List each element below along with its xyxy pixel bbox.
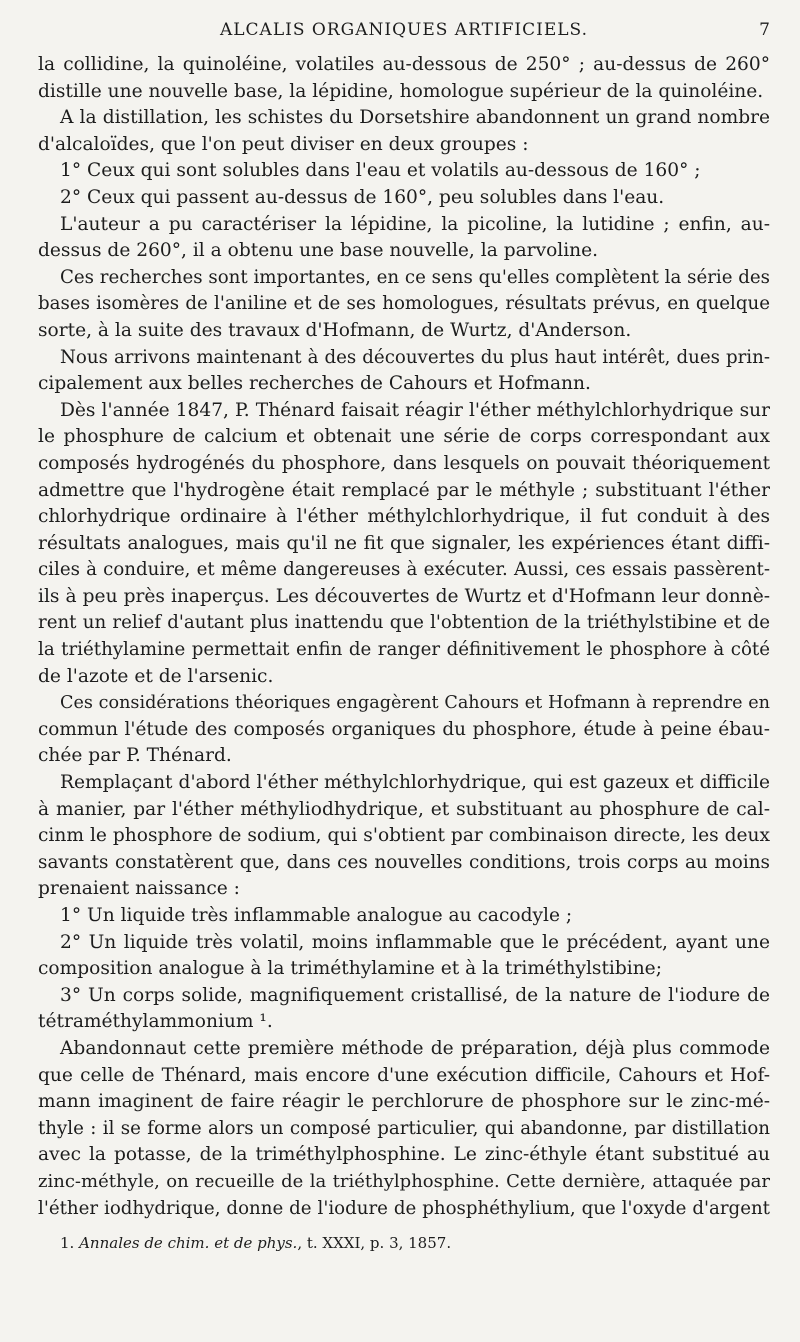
text-line: prenaient naissance : (38, 878, 240, 900)
text-line: composition analogue à la triméthylamine et à la triméthylstibine; (38, 958, 662, 980)
text-line: dessus de 260°, il a obtenu une base nouvelle, la parvoline. (38, 240, 599, 262)
page-number: 7 (759, 20, 770, 40)
running-head (38, 20, 770, 44)
text-line: à manier, par l'éther méthyliodhydrique, et substituant au phosphure de cal- (38, 798, 770, 820)
text-line: distille une nouvelle base, la lépidine, homologue supérieur de la quinoléine. (38, 80, 764, 102)
footnote-source-title: Annales de chim. et de phys. (79, 1234, 298, 1252)
text-line: le phosphure de calcium et obtenait une série de corps correspondant aux (38, 426, 770, 448)
text-line: L'auteur a pu caractériser la lépidine, la picoline, la lutidine ; enfin, au- (60, 213, 770, 235)
text-line: admettre que l'hydrogène était remplacé par le méthyle ; substituant l'éther (38, 479, 770, 501)
text-line: ciles à conduire, et même dangereuses à exécuter. Aussi, ces essais passèrent- (38, 559, 770, 581)
text-line: zinc-méthyle, on recueille de la triéthylphosphine. Cette dernière, attaquée par (38, 1170, 770, 1192)
text-line: Remplaçant d'abord l'éther méthylchlorhydrique, qui est gazeux et difficile (60, 772, 770, 794)
text-line: rent un relief d'autant plus inattendu que l'obtention de la triéthylstibine et de (38, 612, 770, 634)
text-line: Ces recherches sont importantes, en ce sens qu'elles complètent la série des (60, 266, 770, 288)
text-line: 1° Ceux qui sont solubles dans l'eau et volatils au-dessous de 160° ; (60, 160, 701, 182)
text-line: Abandonnaut cette première méthode de préparation, déjà plus commode (60, 1037, 770, 1059)
text-line: de l'azote et de l'arsenic. (38, 665, 274, 687)
text-line: la triéthylamine permettait enfin de ranger définitivement le phosphore à côté (38, 639, 770, 661)
footnote-number: 1. (60, 1234, 75, 1252)
text-line: thyle : il se forme alors un composé particulier, qui abandonne, par distillation (38, 1117, 770, 1139)
text-line: tétraméthylammonium ¹. (38, 1011, 273, 1033)
footnote (60, 1234, 451, 1252)
text-line: 2° Ceux qui passent au-dessus de 160°, peu solubles dans l'eau. (60, 186, 665, 208)
text-line: Nous arrivons maintenant à des découvertes du plus haut intérêt, dues prin- (60, 346, 770, 368)
body-text (38, 52, 770, 1222)
text-line: A la distillation, les schistes du Dorsetshire abandonnent un grand nombre (60, 107, 770, 129)
text-line: commun l'étude des composés organiques du phosphore, étude à peine ébau- (38, 718, 770, 740)
text-line: 1° Un liquide très inflammable analogue au cacodyle ; (60, 905, 573, 926)
text-line: mann imaginent de faire réagir le perchlorure de phosphore sur le zinc-mé- (38, 1091, 770, 1113)
text-line: 3° Un corps solide, magnifiquement cristallisé, de la nature de l'iodure de (60, 984, 770, 1006)
text-line: d'alcaloïdes, que l'on peut diviser en deux groupes : (38, 133, 529, 155)
text-line: chée par P. Thénard. (38, 745, 232, 767)
text-line: cipalement aux belles recherches de Cahours et Hofmann. (38, 373, 591, 395)
text-line: la collidine, la quinoléine, volatiles au-dessous de 250° ; au-dessus de 260° (38, 54, 770, 75)
running-title: ALCALIS ORGANIQUES ARTIFICIELS. (219, 20, 589, 40)
text-line: composés hydrogénés du phosphore, dans lesquels on pouvait théoriquement (38, 452, 770, 474)
text-line: bases isomères de l'aniline et de ses homologues, résultats prévus, en quelque (38, 293, 770, 315)
text-line: savants constatèrent que, dans ces nouvelles conditions, trois corps au moins (38, 851, 770, 873)
text-line: l'éther iodhydrique, donne de l'iodure de phosphéthylium, que l'oxyde d'argent (38, 1197, 770, 1219)
text-line: avec la potasse, de la triméthylphosphine. Le zinc-éthyle étant substitué au (38, 1144, 770, 1166)
text-line: sorte, à la suite des travaux d'Hofmann, de Wurtz, d'Anderson. (38, 319, 632, 341)
footnote-reference: , t. XXXI, p. 3, 1857. (297, 1234, 452, 1252)
text-line: que celle de Thénard, mais encore d'une exécution difficile, Cahours et Hof- (38, 1064, 770, 1086)
text-line: Dès l'année 1847, P. Thénard faisait réagir l'éther méthylchlorhydrique sur (60, 399, 770, 421)
text-line: chlorhydrique ordinaire à l'éther méthylchlorhydrique, il fut conduit à des (38, 506, 770, 528)
text-line: cinm le phosphore de sodium, qui s'obtient par combinaison directe, les deux (38, 825, 770, 847)
text-line: 2° Un liquide très volatil, moins inflammable que le précédent, ayant une (60, 931, 770, 953)
text-line: ils à peu près inaperçus. Les découvertes de Wurtz et d'Hofmann leur donnè- (38, 585, 770, 607)
text-line: Ces considérations théoriques engagèrent Cahours et Hofmann à reprendre en (60, 693, 770, 714)
text-line: résultats analogues, mais qu'il ne fit que signaler, les expériences étant diffi- (38, 532, 770, 554)
